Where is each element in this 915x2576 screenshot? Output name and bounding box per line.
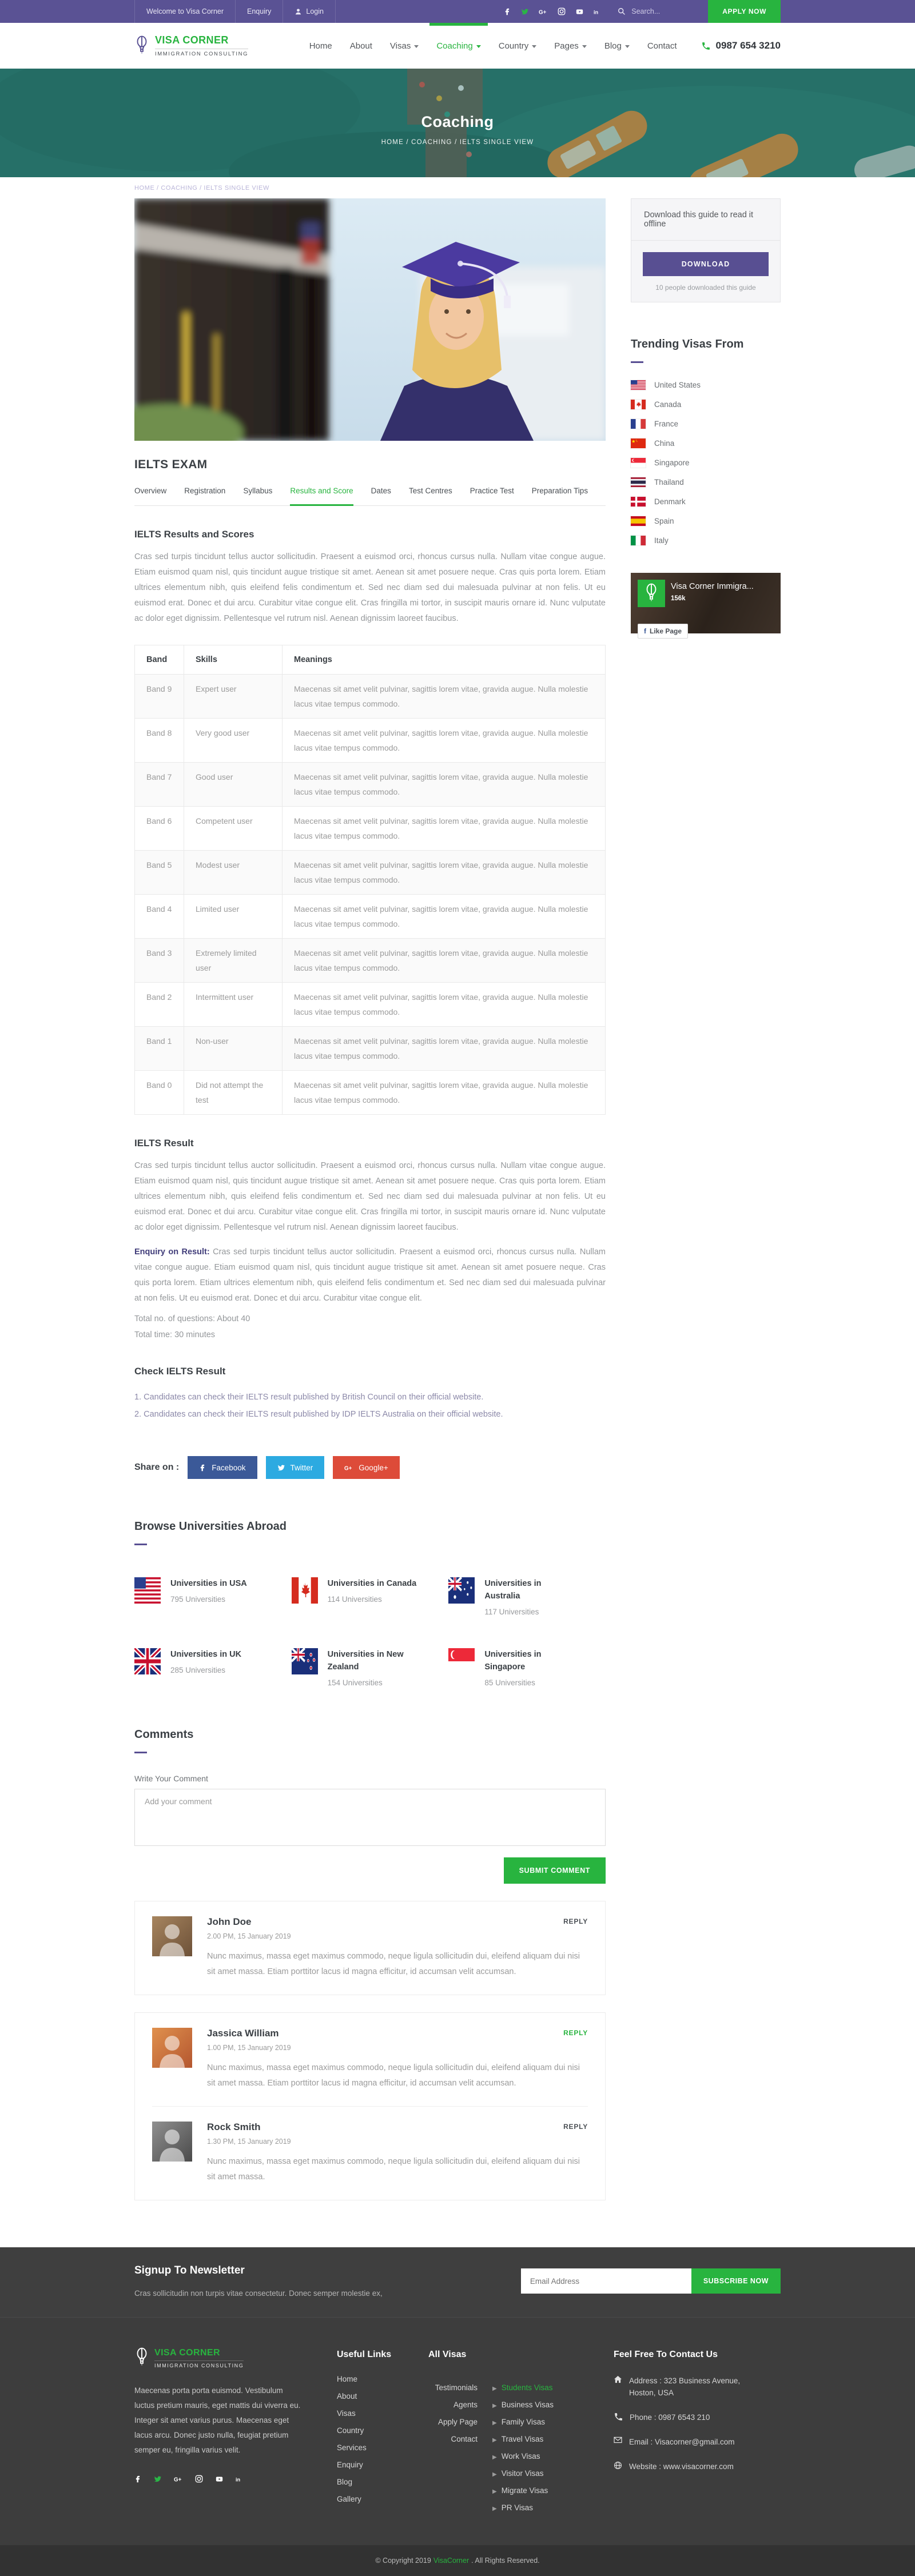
university-item[interactable]	[448, 1648, 606, 1687]
tab-syllabus[interactable]: Syllabus	[243, 487, 273, 495]
footer-link-gallery[interactable]: Gallery	[337, 2495, 361, 2503]
footer-link-agents[interactable]: Agents	[453, 2400, 478, 2409]
faint-breadcrumb: HOME / COACHING / IELTS SINGLE VIEW	[134, 185, 269, 192]
total-questions: Total no. of questions: About 40	[134, 1314, 250, 1323]
section-dash	[134, 1544, 147, 1545]
table-row: Band 8 Very good user Maecenas sit amet velit pulvinar, sagittis lorem vitae, gravida augue. Nulla molestie lacus vitae tempus commodo.	[135, 719, 606, 763]
flag-us-icon	[631, 380, 646, 390]
page-title: Coaching	[421, 113, 494, 130]
comment-author: Rock Smith	[207, 2122, 261, 2132]
flag-au-icon	[448, 1577, 475, 1604]
trending-visas-widget	[631, 338, 781, 545]
comment-author: Jassica William	[207, 2028, 279, 2039]
nav-item-about[interactable]: About	[349, 41, 372, 51]
total-time: Total time: 30 minutes	[134, 1330, 216, 1339]
facebook-followers: 156k	[671, 595, 686, 602]
chevron-down-icon	[532, 45, 536, 48]
svg-text:in: in	[236, 2476, 241, 2482]
share-facebook-button[interactable]: Facebook	[188, 1456, 257, 1479]
university-count: 795 Universities	[170, 1595, 226, 1604]
nav-item-pages[interactable]: Pages	[554, 23, 587, 69]
tab-results-and-score[interactable]: Results and Score	[290, 487, 353, 506]
table-row: Band 4 Limited user Maecenas sit amet velit pulvinar, sagittis lorem vitae, gravida augue. Nulla molestie lacus vitae tempus commodo.	[135, 895, 606, 939]
search-box[interactable]	[618, 7, 693, 16]
flag-it-icon	[631, 536, 646, 545]
flag-us-icon	[134, 1577, 161, 1604]
home-icon	[614, 2375, 623, 2399]
trending-country-singapore[interactable]: Singapore	[631, 458, 781, 468]
footer-link-contact[interactable]: Contact	[451, 2435, 478, 2443]
exam-tabs	[134, 487, 606, 506]
universities-section	[134, 1520, 606, 1687]
reply-button[interactable]: REPLY	[563, 2029, 588, 2037]
chevron-down-icon	[582, 45, 587, 48]
welcome-text: Welcome to Visa Corner	[135, 0, 236, 23]
footer-email[interactable]: Email : Visacorner@gmail.com	[614, 2436, 781, 2448]
brand-name: VISA CORNER	[155, 34, 229, 46]
reply-button[interactable]: REPLY	[563, 1917, 588, 1925]
tab-preparation-tips[interactable]: Preparation Tips	[531, 487, 588, 495]
section-dash	[134, 1752, 147, 1753]
footer-brand-name: VISA CORNER	[154, 2347, 220, 2358]
enquiry-label: Enquiry on Result:	[134, 1247, 210, 1257]
tab-registration[interactable]: Registration	[184, 487, 226, 495]
flag-fr-icon	[631, 419, 646, 429]
search-input[interactable]	[630, 7, 693, 16]
facebook-icon[interactable]	[504, 8, 511, 15]
copyright-post: . All Rights Reserved.	[471, 2557, 540, 2565]
table-row: Band 6 Competent user Maecenas sit amet velit pulvinar, sagittis lorem vitae, gravida augue. Nulla molestie lacus vitae tempus commodo.	[135, 807, 606, 851]
nav-item-country[interactable]: Country	[499, 23, 537, 69]
trending-country-spain[interactable]: Spain	[631, 516, 781, 526]
nav-item-visas[interactable]: Visas	[390, 23, 419, 69]
arrow-right-icon: ▶	[492, 2471, 497, 2478]
arrow-right-icon: ▶	[492, 2420, 497, 2426]
footer-link-testimonials[interactable]: Testimonials	[435, 2383, 478, 2392]
university-count: 114 Universities	[327, 1595, 382, 1604]
facebook-page-avatar	[638, 580, 665, 607]
trending-country-united-states[interactable]: United States	[631, 380, 781, 390]
twitter-icon[interactable]	[521, 8, 529, 15]
svg-text:G+: G+	[174, 2477, 182, 2483]
apply-now-button[interactable]: APPLY NOW	[708, 0, 781, 23]
footer-visa-links	[492, 2375, 554, 2512]
facebook-icon: f	[644, 627, 646, 635]
comment-card	[134, 2012, 606, 2200]
download-guide-text: Download this guide to read it offline	[631, 199, 780, 241]
nav-item-blog[interactable]: Blog	[604, 23, 630, 69]
write-comment-label: Write Your Comment	[134, 1774, 208, 1783]
comment-author: John Doe	[207, 1916, 252, 1927]
footer	[0, 2318, 915, 2545]
footer-pages-links	[428, 2375, 478, 2512]
footer-link-apply-page[interactable]: Apply Page	[437, 2418, 478, 2426]
flag-ca-icon	[631, 400, 646, 409]
svg-text:in: in	[594, 9, 599, 15]
comments-title: Comments	[134, 1728, 194, 1741]
svg-text:G+: G+	[539, 9, 547, 15]
ielts-result-paragraph: Cras sed turpis tincidunt tellus auctor sollicitudin. Praesent a euismod orci, rhoncus cursus nulla. Nullam vitae congue augue. Etiam euismod quam nisl, quis tincidunt augue tristique sit amet. Aenean sit amet posuere neque. Cras quis porta lorem. Etiam ultrices elementum nibh, quis eleifend felis condimentum et. Sed nec diam sed dui malesuada pulvinar at non felis. Ut eu euismod erat. Donec et dui arcu. Curabitur vitae congue elit. Cras fringilla mi tortor, in suscipit mauris ornare id. Nunc vulputate ac dolor eget dignissim. Pellentesque vel rutrum nisl. Aenean dignissim laoreet faucibus.	[134, 1161, 606, 1232]
twitter-icon	[277, 1464, 285, 1472]
nav-item-coaching[interactable]: Coaching	[436, 23, 480, 69]
band-score-table	[134, 645, 606, 1115]
trending-country-list	[631, 380, 781, 545]
table-row: Band 0 Did not attempt the test Maecenas sit amet velit pulvinar, sagittis lorem vitae, gravida augue. Nulla molestie lacus vitae tempus commodo.	[135, 1071, 606, 1115]
tab-test-centres[interactable]: Test Centres	[408, 487, 452, 495]
google-plus-icon[interactable]	[174, 2475, 183, 2483]
table-row: Band 9 Expert user Maecenas sit amet velit pulvinar, sagittis lorem vitae, gravida augue. Nulla molestie lacus vitae tempus commodo.	[135, 675, 606, 719]
trending-country-france[interactable]: France	[631, 419, 781, 429]
trending-country-china[interactable]: China	[631, 438, 781, 448]
flag-nz-icon	[292, 1648, 318, 1674]
nav-item-home[interactable]: Home	[309, 41, 332, 51]
footer-visa-link-migrate-visas[interactable]: ▶ Migrate Visas	[492, 2486, 548, 2495]
footer-brand-tagline: IMMIGRATION CONSULTING	[154, 2360, 244, 2368]
column-header-meanings: Meanings	[283, 645, 606, 675]
login-link[interactable]: Login	[283, 0, 336, 23]
comment-input[interactable]	[134, 1789, 606, 1846]
table-row: Band 5 Modest user Maecenas sit amet velit pulvinar, sagittis lorem vitae, gravida augue. Nulla molestie lacus vitae tempus commodo.	[135, 851, 606, 895]
comment-text: Nunc maximus, massa eget maximus commodo, neque ligula sollicitudin dui, eleifend aliquam dui nisi sit amet massa.	[207, 2157, 580, 2182]
flag-sg-icon	[631, 458, 646, 468]
flag-ca-icon	[292, 1577, 318, 1604]
newsletter-text: Cras sollicitudin non turpis vitae consectetur. Donec semper molestie ex,	[134, 2289, 383, 2298]
avatar	[152, 2122, 192, 2162]
main-navigation	[0, 23, 915, 69]
footer-visa-link-visitor-visas[interactable]: ▶ Visitor Visas	[492, 2469, 544, 2478]
university-item[interactable]	[134, 1648, 292, 1687]
flag-es-icon	[631, 516, 646, 526]
contact-title: Feel Free To Contact Us	[614, 2350, 718, 2359]
share-label: Share on :	[134, 1462, 180, 1472]
balloon-logo-icon	[134, 2347, 149, 2368]
avatar	[152, 1916, 192, 1956]
flag-cn-icon	[631, 438, 646, 448]
table-row: Band 1 Non-user Maecenas sit amet velit pulvinar, sagittis lorem vitae, gravida augue. Nulla molestie lacus vitae tempus commodo.	[135, 1027, 606, 1071]
table-row: Band 3 Extremely limited user Maecenas sit amet velit pulvinar, sagittis lorem vitae, gravida augue. Nulla molestie lacus vitae tempus commodo.	[135, 939, 606, 983]
tab-overview[interactable]: Overview	[134, 487, 167, 495]
share-twitter-button[interactable]: Twitter	[266, 1456, 325, 1479]
newsletter-email-input[interactable]	[521, 2268, 691, 2294]
university-count: 85 Universities	[484, 1678, 535, 1687]
mail-icon	[614, 2437, 623, 2448]
comment-text: Nunc maximus, massa eget maximus commodo, neque ligula sollicitudin dui, eleifend aliquam dui nisi sit amet massa. Etiam porttitor lacus id magna efficitur, id accumsan velit accumsan.	[207, 2063, 580, 2088]
section-dash	[631, 361, 643, 363]
brand-tagline: IMMIGRATION CONSULTING	[155, 49, 248, 57]
trending-visas-title: Trending Visas From	[631, 338, 744, 350]
university-name: Universities in Australia	[484, 1579, 542, 1601]
footer-link-visas[interactable]: Visas	[337, 2409, 356, 2418]
article-photo	[134, 198, 606, 441]
university-name: Universities in Canada	[327, 1579, 417, 1588]
arrow-right-icon: ▶	[492, 2506, 497, 2512]
facebook-icon[interactable]	[134, 2475, 142, 2483]
check-result-list	[134, 1389, 606, 1423]
footer-address: Address : 323 Business Avenue, Hoston, USA	[614, 2375, 781, 2399]
footer-link-about[interactable]: About	[337, 2392, 357, 2400]
reply-button[interactable]: REPLY	[563, 2123, 588, 2131]
comment-timestamp: 1.30 PM, 15 January 2019	[207, 2138, 291, 2146]
footer-link-country[interactable]: Country	[337, 2426, 364, 2435]
arrow-right-icon: ▶	[492, 2437, 497, 2443]
footer-visa-link-travel-visas[interactable]: ▶ Travel Visas	[492, 2435, 544, 2443]
footer-visa-link-business-visas[interactable]: ▶ Business Visas	[492, 2400, 554, 2409]
trending-country-denmark[interactable]: Denmark	[631, 497, 781, 507]
footer-visa-link-pr-visas[interactable]: ▶ PR Visas	[492, 2503, 533, 2512]
copyright-pre: © Copyright 2019	[375, 2557, 431, 2565]
footer-phone[interactable]: Phone : 0987 6543 210	[614, 2411, 781, 2423]
phone-icon	[701, 41, 711, 51]
facebook-page-name[interactable]: Visa Corner Immigra...	[671, 582, 754, 591]
comments-section	[134, 1728, 606, 2200]
comment	[152, 1916, 588, 1980]
results-scores-paragraph: Cras sed turpis tincidunt tellus auctor sollicitudin. Praesent a euismod orci, rhoncus cursus nulla. Nullam vitae congue augue. Etiam euismod quam nisl, quis tincidunt augue tristique sit amet. Aenean sit amet posuere neque. Cras quis porta lorem. Etiam ultrices elementum nibh, quis eleifend felis condimentum et. Sed nec diam sed dui malesuada pulvinar at non felis. Ut eu euismod erat. Donec et dui arcu. Curabitur vitae congue elit. Cras fringilla mi tortor, in suscipit mauris ornare id. Nunc vulputate ac dolor eget dignissim. Pellentesque vel rutrum nisl. Aenean dignissim laoreet faucibus.	[134, 552, 606, 623]
university-item[interactable]	[134, 1577, 292, 1616]
instagram-icon[interactable]	[558, 7, 566, 15]
table-row: Band 2 Intermittent user Maecenas sit amet velit pulvinar, sagittis lorem vitae, gravida augue. Nulla molestie lacus vitae tempus commodo.	[135, 983, 606, 1027]
download-button[interactable]: DOWNLOAD	[643, 252, 769, 276]
check-result-item[interactable]: 2. Candidates can check their IELTS result published by IDP IELTS Australia on their official website.	[134, 1410, 503, 1419]
footer-social-icons	[134, 2475, 304, 2483]
globe-icon	[614, 2461, 623, 2473]
enquiry-paragraph: Enquiry on Result: Cras sed turpis tincidunt tellus auctor sollicitudin. Praesent a euismod orci, rhoncus cursus nulla. Nullam vitae congue augue. Etiam euismod quam nisl, quis tincidunt augue tristique sit amet. Aenean sit amet posuere neque. Cras quis porta lorem. Etiam ultrices elementum nibh, quis eleifend felis condimentum et. Sed nec diam sed dui malesuada pulvinar at non felis. Ut eu euismod erat. Donec et dui arcu. Curabitur vitae congue elit.	[134, 1247, 606, 1303]
table-body	[135, 675, 606, 1115]
university-count: 154 Universities	[327, 1678, 383, 1687]
university-item[interactable]	[292, 1648, 449, 1687]
useful-links-list	[337, 2375, 423, 2503]
table-row: Band 7 Good user Maecenas sit amet velit pulvinar, sagittis lorem vitae, gravida augue. Nulla molestie lacus vitae tempus commodo.	[135, 763, 606, 807]
footer-about-text: Maecenas porta porta euismod. Vestibulum luctus pretium mauris, eget mattis dui viverra eu. Integer sit amet varius purus. Maecenas eget lacus arcu. Donec justo nulla, feugiat pretium semper eu, fringilla varius velit.	[134, 2386, 301, 2454]
user-icon	[295, 8, 302, 15]
download-count-note: 10 people downloaded this guide	[655, 284, 756, 292]
university-name: Universities in Singapore	[484, 1650, 542, 1672]
arrow-right-icon: ▶	[492, 2403, 497, 2409]
newsletter-section	[0, 2247, 915, 2318]
tab-dates[interactable]: Dates	[371, 487, 391, 495]
search-icon	[618, 7, 626, 15]
all-visas-title: All Visas	[428, 2350, 467, 2359]
chevron-down-icon	[476, 45, 481, 48]
nav-menu	[309, 23, 677, 69]
copyright-brand[interactable]: VisaCorner	[433, 2557, 470, 2565]
flag-dk-icon	[631, 497, 646, 507]
nav-item-contact[interactable]: Contact	[647, 41, 677, 51]
youtube-icon[interactable]	[215, 2475, 224, 2483]
twitter-icon[interactable]	[154, 2475, 162, 2483]
share-google-plus-button[interactable]: G+ Google+	[333, 1456, 399, 1479]
flag-sg-icon	[448, 1648, 475, 1674]
chevron-down-icon	[625, 45, 630, 48]
trending-country-italy[interactable]: Italy	[631, 536, 781, 545]
university-name: Universities in New Zealand	[327, 1650, 404, 1672]
useful-links-title: Useful Links	[337, 2350, 392, 2359]
linkedin-icon[interactable]	[236, 2475, 244, 2483]
footer-website[interactable]: Website : www.visacorner.com	[614, 2461, 781, 2473]
universities-grid	[134, 1577, 606, 1687]
facebook-icon	[199, 1464, 206, 1472]
comment-text: Nunc maximus, massa eget maximus commodo, neque ligula sollicitudin dui, eleifend aliquam dui nisi sit amet massa. Etiam porttitor lacus id magna efficitur, id accumsan velit accumsan.	[207, 1952, 580, 1976]
footer-link-home[interactable]: Home	[337, 2375, 358, 2383]
column-header-band: Band	[135, 645, 184, 675]
university-name: Universities in USA	[170, 1579, 247, 1588]
trending-country-thailand[interactable]: Thailand	[631, 477, 781, 487]
submit-comment-button[interactable]: SUBMIT COMMENT	[504, 1857, 606, 1884]
youtube-icon[interactable]	[575, 8, 584, 15]
svg-text:G+: G+	[344, 1465, 352, 1472]
footer-visa-link-students-visas[interactable]: ▶ Students Visas	[492, 2383, 553, 2392]
footer-visa-link-work-visas[interactable]: ▶ Work Visas	[492, 2452, 540, 2461]
download-guide-card	[631, 198, 781, 302]
linkedin-icon[interactable]	[594, 8, 602, 15]
university-count: 117 Universities	[484, 1608, 539, 1616]
trending-country-canada[interactable]: Canada	[631, 400, 781, 409]
google-plus-icon[interactable]	[539, 8, 548, 15]
arrow-right-icon: ▶	[492, 2386, 497, 2392]
universities-title: Browse Universities Abroad	[134, 1520, 287, 1533]
article-title: IELTS EXAM	[134, 458, 208, 471]
facebook-page-widget[interactable]	[631, 573, 781, 633]
chevron-down-icon	[414, 45, 419, 48]
logo[interactable]	[134, 34, 248, 57]
flag-th-icon	[631, 477, 646, 487]
comment	[152, 2106, 588, 2185]
comment	[152, 2028, 588, 2091]
table-header-row	[135, 645, 606, 675]
check-result-item[interactable]: 1. Candidates can check their IELTS result published by British Council on their official website.	[134, 1393, 484, 1402]
flag-uk-icon	[134, 1648, 161, 1674]
column-header-skills: Skills	[184, 645, 283, 675]
results-scores-title: IELTS Results and Scores	[134, 529, 254, 540]
facebook-like-button[interactable]: f Like Page	[638, 624, 688, 639]
header-phone[interactable]: 0987 654 3210	[701, 40, 781, 51]
phone-icon	[614, 2412, 623, 2423]
university-count: 285 Universities	[170, 1666, 226, 1674]
instagram-icon[interactable]	[195, 2475, 203, 2483]
comment-timestamp: 2.00 PM, 15 January 2019	[207, 1932, 291, 1940]
university-name: Universities in UK	[170, 1650, 242, 1659]
arrow-right-icon: ▶	[492, 2489, 497, 2495]
breadcrumb[interactable]: HOME / COACHING / IELTS SINGLE VIEW	[381, 139, 534, 146]
ielts-result-title: IELTS Result	[134, 1138, 194, 1149]
comment-card	[134, 1901, 606, 1995]
google-plus-icon	[344, 1464, 353, 1472]
footer-link-blog[interactable]: Blog	[337, 2478, 353, 2486]
tab-practice-test[interactable]: Practice Test	[470, 487, 514, 495]
university-item[interactable]	[292, 1577, 449, 1616]
arrow-right-icon: ▶	[492, 2454, 497, 2461]
enquiry-link[interactable]: Enquiry	[236, 0, 283, 23]
avatar	[152, 2028, 192, 2068]
footer-link-enquiry[interactable]: Enquiry	[337, 2461, 363, 2469]
newsletter-title: Signup To Newsletter	[134, 2264, 245, 2276]
share-row	[134, 1456, 606, 1479]
footer-link-services[interactable]: Services	[337, 2443, 367, 2452]
subscribe-button[interactable]: SUBSCRIBE NOW	[691, 2268, 781, 2294]
topbar	[0, 0, 915, 23]
copyright-bar	[0, 2545, 915, 2576]
footer-visa-link-family-visas[interactable]: ▶ Family Visas	[492, 2418, 545, 2426]
balloon-logo-icon	[134, 35, 149, 57]
comment-timestamp: 1.00 PM, 15 January 2019	[207, 2044, 291, 2052]
check-result-title: Check IELTS Result	[134, 1366, 226, 1377]
balloon-logo-icon	[644, 583, 659, 604]
hero-banner	[0, 69, 915, 177]
university-item[interactable]	[448, 1577, 606, 1616]
footer-logo[interactable]	[134, 2347, 304, 2368]
topbar-social-icons	[504, 7, 602, 15]
